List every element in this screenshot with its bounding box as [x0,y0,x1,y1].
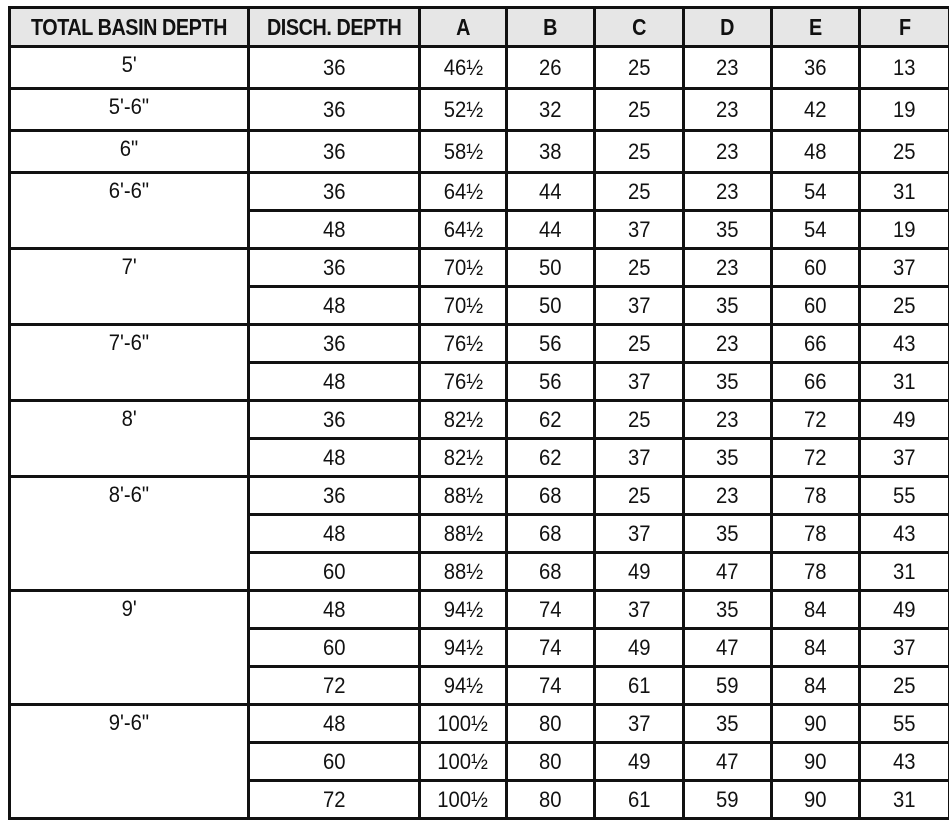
cell-d: 35 [684,363,772,401]
cell-disch-depth: 36 [249,47,420,89]
cell-b: 44 [507,211,595,249]
cell-a: 94½ [420,591,507,629]
cell-a: 82½ [420,401,507,439]
cell-c: 25 [595,89,684,131]
cell-d: 35 [684,591,772,629]
cell-c: 25 [595,325,684,363]
cell-b: 80 [507,781,595,819]
cell-f: 19 [860,211,949,249]
cell-f: 25 [860,131,949,173]
cell-disch-depth: 48 [249,363,420,401]
header-d: D [684,8,772,47]
cell-c: 25 [595,47,684,89]
cell-c: 61 [595,781,684,819]
cell-a: 94½ [420,629,507,667]
cell-disch-depth: 36 [249,401,420,439]
cell-total-basin-depth: 9'-6" [10,705,249,819]
cell-b: 56 [507,363,595,401]
cell-e: 90 [772,705,860,743]
cell-disch-depth: 72 [249,667,420,705]
table-row [10,89,949,131]
cell-total-basin-depth: 8'-6" [10,477,249,591]
cell-disch-depth: 48 [249,287,420,325]
cell-d: 59 [684,667,772,705]
cell-d: 23 [684,89,772,131]
cell-d: 23 [684,401,772,439]
cell-e: 54 [772,211,860,249]
cell-e: 78 [772,553,860,591]
cell-b: 80 [507,743,595,781]
cell-f: 25 [860,667,949,705]
cell-b: 44 [507,173,595,211]
cell-c: 37 [595,363,684,401]
cell-a: 94½ [420,667,507,705]
cell-c: 37 [595,287,684,325]
cell-disch-depth: 48 [249,705,420,743]
table-row [10,249,949,287]
cell-a: 76½ [420,363,507,401]
table-row [10,47,949,89]
cell-total-basin-depth: 5' [10,47,249,89]
cell-e: 48 [772,131,860,173]
cell-c: 25 [595,249,684,287]
header-a: A [420,8,507,47]
cell-e: 90 [772,781,860,819]
header-total-basin-depth: TOTAL BASIN DEPTH [10,8,249,47]
cell-f: 31 [860,781,949,819]
cell-d: 35 [684,287,772,325]
cell-a: 58½ [420,131,507,173]
cell-e: 78 [772,477,860,515]
cell-d: 35 [684,515,772,553]
cell-f: 37 [860,439,949,477]
cell-d: 47 [684,629,772,667]
cell-a: 82½ [420,439,507,477]
cell-a: 88½ [420,515,507,553]
cell-e: 90 [772,743,860,781]
cell-a: 64½ [420,173,507,211]
cell-c: 37 [595,439,684,477]
cell-d: 59 [684,781,772,819]
header-row [10,8,949,47]
cell-e: 72 [772,401,860,439]
cell-f: 55 [860,705,949,743]
cell-e: 78 [772,515,860,553]
cell-b: 56 [507,325,595,363]
cell-f: 43 [860,743,949,781]
cell-f: 43 [860,325,949,363]
cell-disch-depth: 60 [249,629,420,667]
table-row [10,591,949,629]
cell-f: 37 [860,629,949,667]
cell-d: 23 [684,477,772,515]
cell-a: 100½ [420,705,507,743]
cell-e: 84 [772,629,860,667]
cell-disch-depth: 60 [249,743,420,781]
cell-f: 25 [860,287,949,325]
header-disch-depth: DISCH. DEPTH [249,8,420,47]
cell-total-basin-depth: 7'-6" [10,325,249,401]
cell-disch-depth: 36 [249,249,420,287]
cell-total-basin-depth: 8' [10,401,249,477]
cell-d: 35 [684,439,772,477]
cell-f: 43 [860,515,949,553]
cell-f: 31 [860,553,949,591]
cell-f: 55 [860,477,949,515]
cell-d: 23 [684,47,772,89]
cell-b: 62 [507,439,595,477]
cell-b: 62 [507,401,595,439]
cell-d: 47 [684,743,772,781]
cell-disch-depth: 36 [249,325,420,363]
cell-a: 46½ [420,47,507,89]
cell-a: 64½ [420,211,507,249]
cell-f: 49 [860,401,949,439]
cell-a: 76½ [420,325,507,363]
cell-c: 37 [595,515,684,553]
cell-total-basin-depth: 5'-6" [10,89,249,131]
cell-d: 23 [684,131,772,173]
cell-a: 100½ [420,743,507,781]
cell-b: 74 [507,629,595,667]
cell-b: 68 [507,477,595,515]
cell-d: 23 [684,173,772,211]
cell-c: 37 [595,705,684,743]
cell-c: 49 [595,629,684,667]
cell-a: 70½ [420,249,507,287]
cell-c: 37 [595,211,684,249]
cell-f: 49 [860,591,949,629]
cell-d: 35 [684,211,772,249]
cell-a: 88½ [420,553,507,591]
cell-e: 66 [772,325,860,363]
cell-b: 80 [507,705,595,743]
cell-total-basin-depth: 6'-6" [10,173,249,249]
cell-disch-depth: 60 [249,553,420,591]
header-c: C [595,8,684,47]
cell-e: 36 [772,47,860,89]
cell-b: 32 [507,89,595,131]
table-row [10,705,949,743]
cell-c: 25 [595,477,684,515]
cell-disch-depth: 36 [249,131,420,173]
header-f: F [860,8,949,47]
cell-total-basin-depth: 7' [10,249,249,325]
cell-e: 60 [772,287,860,325]
header-e: E [772,8,860,47]
cell-b: 68 [507,515,595,553]
cell-b: 74 [507,591,595,629]
cell-a: 52½ [420,89,507,131]
cell-e: 54 [772,173,860,211]
cell-d: 35 [684,705,772,743]
cell-e: 84 [772,591,860,629]
cell-disch-depth: 48 [249,439,420,477]
table-row [10,131,949,173]
cell-c: 25 [595,131,684,173]
cell-total-basin-depth: 9' [10,591,249,705]
cell-f: 13 [860,47,949,89]
table-row [10,401,949,439]
basin-dimensions-table [8,6,949,820]
cell-total-basin-depth: 6" [10,131,249,173]
cell-disch-depth: 48 [249,211,420,249]
cell-a: 100½ [420,781,507,819]
cell-f: 37 [860,249,949,287]
cell-e: 72 [772,439,860,477]
cell-f: 31 [860,173,949,211]
table-body [10,47,949,819]
cell-e: 60 [772,249,860,287]
cell-e: 66 [772,363,860,401]
table-row [10,477,949,515]
cell-b: 38 [507,131,595,173]
cell-f: 19 [860,89,949,131]
cell-disch-depth: 48 [249,591,420,629]
table-row [10,173,949,211]
cell-f: 31 [860,363,949,401]
cell-b: 50 [507,287,595,325]
cell-d: 23 [684,325,772,363]
cell-c: 37 [595,591,684,629]
cell-d: 23 [684,249,772,287]
cell-disch-depth: 72 [249,781,420,819]
cell-a: 88½ [420,477,507,515]
table-row [10,325,949,363]
cell-c: 49 [595,743,684,781]
cell-c: 61 [595,667,684,705]
cell-b: 68 [507,553,595,591]
cell-c: 25 [595,401,684,439]
cell-e: 84 [772,667,860,705]
cell-b: 26 [507,47,595,89]
cell-b: 50 [507,249,595,287]
header-b: B [507,8,595,47]
cell-b: 74 [507,667,595,705]
cell-a: 70½ [420,287,507,325]
cell-c: 49 [595,553,684,591]
cell-d: 47 [684,553,772,591]
cell-disch-depth: 36 [249,477,420,515]
cell-c: 25 [595,173,684,211]
cell-disch-depth: 36 [249,173,420,211]
cell-e: 42 [772,89,860,131]
cell-disch-depth: 48 [249,515,420,553]
cell-disch-depth: 36 [249,89,420,131]
